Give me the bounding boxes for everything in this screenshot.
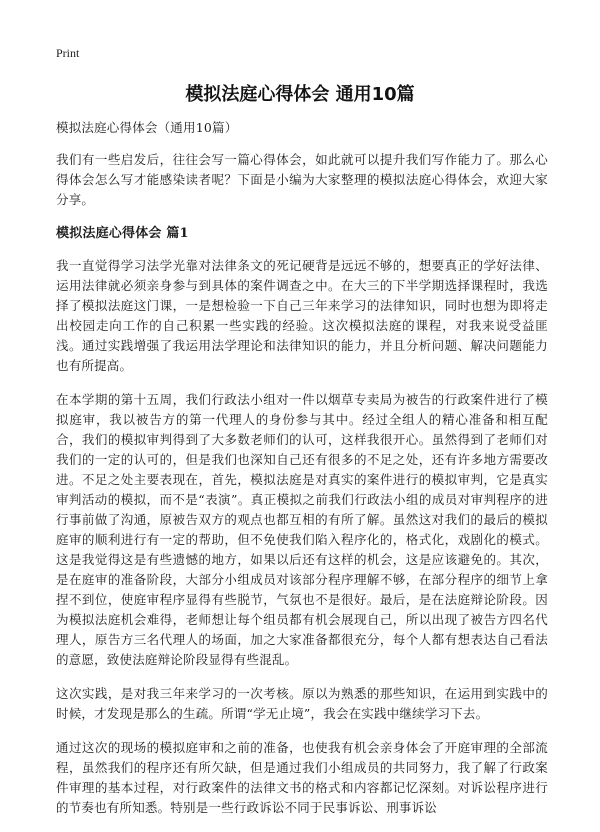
body-paragraph: 我一直觉得学习法学光靠对法律条文的死记硬背是远远不够的，想要真正的学好法律、运用法律就必须亲身参与到具体的案件调查之中。在大三的下半学期选择课程时，我选择了模拟法庭这门课，一是想检验一下自己三年来学习的法律知识，同时也想为即将走出校园走向工作的自己积累一些实践的经验。这次模拟法庭的课程，对我来说受益匪浅。通过实践增强了我运用法学理论和法律知识的能力，并且分析问题、解决问题能力也有所提高。	[56, 258, 548, 373]
body-paragraph: 这次实践，是对我三年来学习的一次考核。原以为熟悉的那些知识，在运用到实践中的时候，才发现是那么的生疏。所谓“学无止境”，我会在实践中继续学习下去。	[56, 686, 548, 721]
print-link[interactable]: Print	[56, 46, 80, 60]
document-body	[56, 118, 548, 832]
body-paragraph: 通过这次的现场的模拟庭审和之前的准备，也使我有机会亲身体会了开庭审理的全部流程，虽然我们的程序还有所欠缺，但是通过我们小组成员的共同努力，我了解了行政案件审理的基本过程，对行政案件的法律文书的格式和内容都记忆深刻。对诉讼程序进行的节奏也有所知悉。特别是一些行政诉讼不同于民事诉讼、刑事诉讼	[56, 740, 548, 815]
page-title: 模拟法庭心得体会 通用10篇	[185, 84, 415, 105]
document-subtitle: 模拟法庭心得体会（通用10篇）	[56, 120, 238, 135]
body-paragraph: 在本学期的第十五周，我们行政法小组对一件以烟草专卖局为被告的行政案件进行了模拟庭审，我以被告方的第一代理人的身份参与其中。经过全组人的精心准备和相互配合，我们的模拟审判得到了大多数老师们的认可，这样我很开心。虽然得到了老师们对我们的一定的认可的，但是我们也深知自己还有很多的不足之处，还有许多地方需要改进。不足之处主要表现在，首先，模拟法庭是对真实的案件进行的模拟审判，它是真实审判活动的模拟，而不是“表演”。真正模拟之前我们行政法小组的成员对审判程序的进行事前做了沟通，原被告双方的观点也都互相的有所了解。虽然这对我们的最后的模拟庭审的顺利进行有一定的帮助，但不免使我们陷入程序化的，格式化，戏剧化的模式。这是我觉得这是有些遗憾的地方，如果以后还有这样的机会，这是应该避免的。其次，是在庭审的准备阶段，大部分小组成员对该部分程序理解不够，在部分程序的细节上拿捏不到位，使庭审程序显得有些脱节，气氛也不是很好。最后，是在法庭辩论阶段。因为模拟法庭机会难得，老师想让每个组员都有机会展现自己，所以出现了被告方四名代理人，原告方三名代理人的场面，加之大家准备都很充分，每个人都有想表达自己看法的意愿，致使法庭辩论阶段显得有些混乱。	[56, 392, 548, 667]
section-heading: 模拟法庭心得体会 篇1	[56, 226, 189, 241]
intro-paragraph: 我们有一些启发后，往往会写一篇心得体会，如此就可以提升我们写作能力了。那么心得体会怎么写才能感染读者呢？下面是小编为大家整理的模拟法庭心得体会，欢迎大家分享。	[56, 152, 548, 207]
